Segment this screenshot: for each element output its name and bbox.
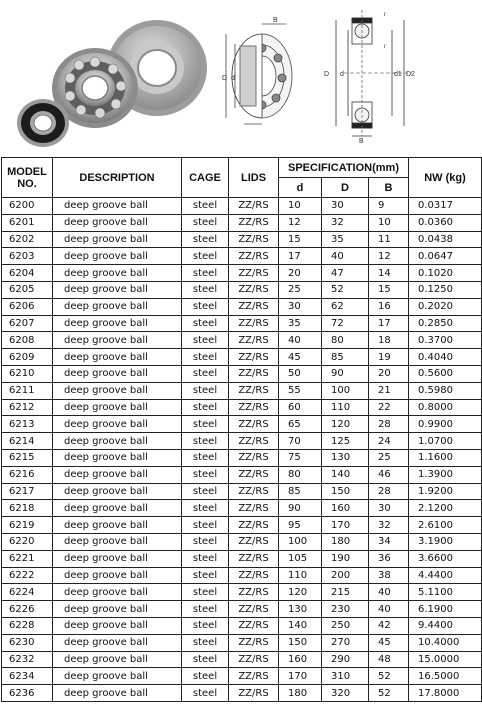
cell-model: 6228	[2, 617, 53, 634]
cell-width: 9	[369, 198, 409, 215]
drawing-label-D: D	[222, 75, 228, 82]
cell-lids: ZZ/RS	[229, 248, 279, 265]
cell-description: deep groove ball	[53, 517, 182, 534]
cell-net-weight: 16.5000	[409, 668, 482, 685]
cell-cage: steel	[182, 231, 229, 248]
cell-model: 6217	[2, 483, 53, 500]
cell-width: 28	[369, 416, 409, 433]
bearing-sealed-small	[17, 99, 69, 147]
cell-outer-diameter: 30	[322, 198, 369, 215]
cell-description: deep groove ball	[53, 617, 182, 634]
cell-description: deep groove ball	[53, 315, 182, 332]
bearing-photo-group	[17, 20, 207, 147]
table-row	[2, 449, 482, 466]
cell-width: 20	[369, 365, 409, 382]
cell-net-weight: 2.1200	[409, 500, 482, 517]
cell-lids: ZZ/RS	[229, 601, 279, 618]
cell-outer-diameter: 310	[322, 668, 369, 685]
cell-outer-diameter: 215	[322, 584, 369, 601]
cell-inner-diameter: 180	[279, 685, 322, 702]
cell-lids: ZZ/RS	[229, 500, 279, 517]
cell-cage: steel	[182, 198, 229, 215]
cell-inner-diameter: 105	[279, 550, 322, 567]
cell-lids: ZZ/RS	[229, 349, 279, 366]
cell-cage: steel	[182, 634, 229, 651]
cell-description: deep groove ball	[53, 433, 182, 450]
table-row	[2, 281, 482, 298]
cell-lids: ZZ/RS	[229, 416, 279, 433]
cell-net-weight: 1.0700	[409, 433, 482, 450]
cell-lids: ZZ/RS	[229, 433, 279, 450]
cell-lids: ZZ/RS	[229, 365, 279, 382]
cell-width: 18	[369, 332, 409, 349]
section-label-B: B	[359, 138, 364, 145]
cell-inner-diameter: 55	[279, 382, 322, 399]
cell-model: 6222	[2, 567, 53, 584]
cell-width: 22	[369, 399, 409, 416]
table-row	[2, 315, 482, 332]
cell-description: deep groove ball	[53, 567, 182, 584]
cell-description: deep groove ball	[53, 231, 182, 248]
cell-model: 6205	[2, 281, 53, 298]
table-row	[2, 483, 482, 500]
table-body	[2, 198, 482, 702]
cell-model: 6207	[2, 315, 53, 332]
header-model: MODEL NO.	[2, 158, 53, 198]
cell-width: 48	[369, 651, 409, 668]
cell-lids: ZZ/RS	[229, 399, 279, 416]
cell-description: deep groove ball	[53, 483, 182, 500]
cell-width: 40	[369, 584, 409, 601]
cell-description: deep groove ball	[53, 248, 182, 265]
cell-outer-diameter: 90	[322, 365, 369, 382]
table-row	[2, 416, 482, 433]
table-row	[2, 668, 482, 685]
cell-description: deep groove ball	[53, 685, 182, 702]
cell-outer-diameter: 110	[322, 399, 369, 416]
cell-net-weight: 0.2020	[409, 298, 482, 315]
cell-width: 19	[369, 349, 409, 366]
cell-model: 6204	[2, 265, 53, 282]
cell-cage: steel	[182, 483, 229, 500]
cell-cage: steel	[182, 265, 229, 282]
table-row	[2, 567, 482, 584]
cell-model: 6221	[2, 550, 53, 567]
cell-cage: steel	[182, 315, 229, 332]
cell-lids: ZZ/RS	[229, 214, 279, 231]
cell-outer-diameter: 170	[322, 517, 369, 534]
cell-width: 25	[369, 449, 409, 466]
cell-description: deep groove ball	[53, 500, 182, 517]
table-row	[2, 617, 482, 634]
cell-inner-diameter: 45	[279, 349, 322, 366]
cell-outer-diameter: 32	[322, 214, 369, 231]
cell-inner-diameter: 40	[279, 332, 322, 349]
cell-net-weight: 0.1250	[409, 281, 482, 298]
cell-description: deep groove ball	[53, 298, 182, 315]
cell-cage: steel	[182, 550, 229, 567]
cell-description: deep groove ball	[53, 399, 182, 416]
table-row	[2, 651, 482, 668]
cell-net-weight: 0.2850	[409, 315, 482, 332]
cell-model: 6214	[2, 433, 53, 450]
cell-lids: ZZ/RS	[229, 382, 279, 399]
cell-outer-diameter: 320	[322, 685, 369, 702]
header-description: DESCRIPTION	[53, 158, 182, 198]
drawing-label-B: B	[273, 17, 278, 24]
cell-outer-diameter: 140	[322, 466, 369, 483]
cell-cage: steel	[182, 281, 229, 298]
cell-width: 16	[369, 298, 409, 315]
cell-description: deep groove ball	[53, 550, 182, 567]
cell-cage: steel	[182, 466, 229, 483]
table-row	[2, 231, 482, 248]
cell-model: 6215	[2, 449, 53, 466]
cell-inner-diameter: 15	[279, 231, 322, 248]
cell-outer-diameter: 190	[322, 550, 369, 567]
cell-lids: ZZ/RS	[229, 584, 279, 601]
table-row	[2, 382, 482, 399]
bearing-illustrations	[0, 0, 482, 155]
bearing-cutaway-drawing	[226, 24, 292, 124]
cell-cage: steel	[182, 651, 229, 668]
header-nw: NW (kg)	[409, 158, 482, 198]
drawing-label-d: d	[231, 75, 235, 82]
cell-inner-diameter: 25	[279, 281, 322, 298]
table-row	[2, 584, 482, 601]
cell-inner-diameter: 85	[279, 483, 322, 500]
table-row	[2, 550, 482, 567]
cell-cage: steel	[182, 248, 229, 265]
table-row	[2, 517, 482, 534]
cell-lids: ZZ/RS	[229, 449, 279, 466]
cell-outer-diameter: 80	[322, 332, 369, 349]
cell-cage: steel	[182, 500, 229, 517]
cell-net-weight: 0.5980	[409, 382, 482, 399]
cell-inner-diameter: 80	[279, 466, 322, 483]
cell-net-weight: 0.1020	[409, 265, 482, 282]
cell-outer-diameter: 100	[322, 382, 369, 399]
cell-description: deep groove ball	[53, 416, 182, 433]
cell-lids: ZZ/RS	[229, 281, 279, 298]
cell-outer-diameter: 47	[322, 265, 369, 282]
cell-width: 45	[369, 634, 409, 651]
cell-inner-diameter: 20	[279, 265, 322, 282]
cell-inner-diameter: 120	[279, 584, 322, 601]
cell-inner-diameter: 95	[279, 517, 322, 534]
cell-inner-diameter: 130	[279, 601, 322, 618]
cell-model: 6210	[2, 365, 53, 382]
cell-outer-diameter: 150	[322, 483, 369, 500]
cell-width: 30	[369, 500, 409, 517]
cell-inner-diameter: 60	[279, 399, 322, 416]
cell-lids: ZZ/RS	[229, 550, 279, 567]
cell-width: 21	[369, 382, 409, 399]
cell-inner-diameter: 140	[279, 617, 322, 634]
cell-model: 6206	[2, 298, 53, 315]
cell-model: 6201	[2, 214, 53, 231]
table-header	[2, 158, 482, 198]
cell-description: deep groove ball	[53, 332, 182, 349]
cell-outer-diameter: 130	[322, 449, 369, 466]
header-lids: LIDS	[229, 158, 279, 198]
cell-model: 6216	[2, 466, 53, 483]
cell-outer-diameter: 85	[322, 349, 369, 366]
cell-lids: ZZ/RS	[229, 265, 279, 282]
cell-model: 6219	[2, 517, 53, 534]
cell-lids: ZZ/RS	[229, 298, 279, 315]
cell-description: deep groove ball	[53, 265, 182, 282]
section-label-d1: d1	[394, 71, 402, 78]
cell-inner-diameter: 100	[279, 533, 322, 550]
cell-inner-diameter: 12	[279, 214, 322, 231]
cell-model: 6212	[2, 399, 53, 416]
cell-cage: steel	[182, 449, 229, 466]
cell-width: 15	[369, 281, 409, 298]
cell-outer-diameter: 40	[322, 248, 369, 265]
cell-model: 6218	[2, 500, 53, 517]
cell-model: 6236	[2, 685, 53, 702]
cell-net-weight: 3.6600	[409, 550, 482, 567]
cell-inner-diameter: 75	[279, 449, 322, 466]
cell-net-weight: 2.6100	[409, 517, 482, 534]
table-row	[2, 214, 482, 231]
table-row	[2, 500, 482, 517]
cell-inner-diameter: 10	[279, 198, 322, 215]
cell-cage: steel	[182, 567, 229, 584]
cell-lids: ZZ/RS	[229, 617, 279, 634]
cell-outer-diameter: 250	[322, 617, 369, 634]
table-row	[2, 399, 482, 416]
table-row	[2, 685, 482, 702]
table-row	[2, 198, 482, 215]
table-row	[2, 365, 482, 382]
cell-cage: steel	[182, 617, 229, 634]
cell-width: 46	[369, 466, 409, 483]
cell-lids: ZZ/RS	[229, 483, 279, 500]
cell-description: deep groove ball	[53, 601, 182, 618]
cell-width: 11	[369, 231, 409, 248]
table-row	[2, 332, 482, 349]
cell-width: 14	[369, 265, 409, 282]
cell-inner-diameter: 170	[279, 668, 322, 685]
cell-width: 10	[369, 214, 409, 231]
table-row	[2, 349, 482, 366]
header-D: D	[322, 178, 369, 198]
cell-inner-diameter: 30	[279, 298, 322, 315]
cell-model: 6211	[2, 382, 53, 399]
bearing-spec-table	[1, 157, 482, 702]
cell-outer-diameter: 72	[322, 315, 369, 332]
cell-outer-diameter: 62	[322, 298, 369, 315]
section-label-d: d	[340, 71, 344, 78]
cell-model: 6226	[2, 601, 53, 618]
cell-outer-diameter: 180	[322, 533, 369, 550]
cell-net-weight: 6.1900	[409, 601, 482, 618]
cell-cage: steel	[182, 517, 229, 534]
cell-description: deep groove ball	[53, 449, 182, 466]
cell-cage: steel	[182, 685, 229, 702]
cell-cage: steel	[182, 382, 229, 399]
cell-cage: steel	[182, 433, 229, 450]
cell-width: 28	[369, 483, 409, 500]
cell-cage: steel	[182, 332, 229, 349]
cell-cage: steel	[182, 533, 229, 550]
cell-model: 6203	[2, 248, 53, 265]
cell-description: deep groove ball	[53, 668, 182, 685]
cell-inner-diameter: 65	[279, 416, 322, 433]
cell-net-weight: 0.0317	[409, 198, 482, 215]
cell-inner-diameter: 110	[279, 567, 322, 584]
cell-outer-diameter: 125	[322, 433, 369, 450]
cell-net-weight: 0.9900	[409, 416, 482, 433]
header-specification: SPECIFICATION(mm)	[279, 158, 409, 178]
cell-description: deep groove ball	[53, 198, 182, 215]
cell-net-weight: 0.0360	[409, 214, 482, 231]
cell-width: 17	[369, 315, 409, 332]
cell-model: 6224	[2, 584, 53, 601]
cell-outer-diameter: 200	[322, 567, 369, 584]
cell-net-weight: 9.4400	[409, 617, 482, 634]
table-row	[2, 248, 482, 265]
cell-net-weight: 1.1600	[409, 449, 482, 466]
cell-net-weight: 0.3700	[409, 332, 482, 349]
table-row	[2, 634, 482, 651]
cell-net-weight: 15.0000	[409, 651, 482, 668]
cell-inner-diameter: 70	[279, 433, 322, 450]
cell-outer-diameter: 230	[322, 601, 369, 618]
cell-model: 6232	[2, 651, 53, 668]
cell-width: 52	[369, 668, 409, 685]
cell-inner-diameter: 160	[279, 651, 322, 668]
table-row	[2, 298, 482, 315]
cell-outer-diameter: 35	[322, 231, 369, 248]
table-row	[2, 466, 482, 483]
cell-lids: ZZ/RS	[229, 533, 279, 550]
cell-description: deep groove ball	[53, 365, 182, 382]
cell-description: deep groove ball	[53, 349, 182, 366]
cell-outer-diameter: 52	[322, 281, 369, 298]
cell-net-weight: 1.3900	[409, 466, 482, 483]
cell-description: deep groove ball	[53, 214, 182, 231]
cell-lids: ZZ/RS	[229, 651, 279, 668]
cell-net-weight: 4.4400	[409, 567, 482, 584]
cell-outer-diameter: 290	[322, 651, 369, 668]
cell-width: 34	[369, 533, 409, 550]
cell-width: 12	[369, 248, 409, 265]
cell-lids: ZZ/RS	[229, 567, 279, 584]
cell-lids: ZZ/RS	[229, 231, 279, 248]
cell-net-weight: 0.0438	[409, 231, 482, 248]
cell-cage: steel	[182, 298, 229, 315]
cell-lids: ZZ/RS	[229, 466, 279, 483]
cell-net-weight: 0.8000	[409, 399, 482, 416]
table-row	[2, 265, 482, 282]
cell-description: deep groove ball	[53, 584, 182, 601]
cell-net-weight: 17.8000	[409, 685, 482, 702]
cell-net-weight: 0.4040	[409, 349, 482, 366]
cell-outer-diameter: 160	[322, 500, 369, 517]
cell-net-weight: 0.0647	[409, 248, 482, 265]
cell-lids: ZZ/RS	[229, 634, 279, 651]
section-label-r-top: r	[384, 12, 386, 18]
table-row	[2, 433, 482, 450]
cell-model: 6202	[2, 231, 53, 248]
cell-net-weight: 1.9200	[409, 483, 482, 500]
header-d: d	[279, 178, 322, 198]
cell-description: deep groove ball	[53, 281, 182, 298]
cell-description: deep groove ball	[53, 533, 182, 550]
cell-width: 40	[369, 601, 409, 618]
cell-cage: steel	[182, 601, 229, 618]
cell-model: 6220	[2, 533, 53, 550]
cell-inner-diameter: 150	[279, 634, 322, 651]
section-label-D2: D2	[406, 71, 415, 78]
cell-width: 32	[369, 517, 409, 534]
cell-cage: steel	[182, 214, 229, 231]
header-cage: CAGE	[182, 158, 229, 198]
cell-cage: steel	[182, 399, 229, 416]
cell-lids: ZZ/RS	[229, 668, 279, 685]
cell-inner-diameter: 17	[279, 248, 322, 265]
cell-lids: ZZ/RS	[229, 315, 279, 332]
cell-inner-diameter: 35	[279, 315, 322, 332]
cell-net-weight: 10.4000	[409, 634, 482, 651]
cell-outer-diameter: 270	[322, 634, 369, 651]
cell-lids: ZZ/RS	[229, 685, 279, 702]
cell-width: 42	[369, 617, 409, 634]
cell-net-weight: 5.1100	[409, 584, 482, 601]
cell-model: 6208	[2, 332, 53, 349]
cell-description: deep groove ball	[53, 466, 182, 483]
cell-cage: steel	[182, 584, 229, 601]
cell-model: 6230	[2, 634, 53, 651]
cell-model: 6200	[2, 198, 53, 215]
cell-model: 6234	[2, 668, 53, 685]
cell-cage: steel	[182, 349, 229, 366]
cell-cage: steel	[182, 416, 229, 433]
cell-inner-diameter: 50	[279, 365, 322, 382]
cell-description: deep groove ball	[53, 634, 182, 651]
cell-lids: ZZ/RS	[229, 517, 279, 534]
cell-description: deep groove ball	[53, 651, 182, 668]
table-row	[2, 533, 482, 550]
cell-inner-diameter: 90	[279, 500, 322, 517]
cell-width: 38	[369, 567, 409, 584]
cell-cage: steel	[182, 365, 229, 382]
cell-lids: ZZ/RS	[229, 332, 279, 349]
cell-width: 52	[369, 685, 409, 702]
section-label-D: D	[324, 71, 330, 78]
cell-net-weight: 0.5600	[409, 365, 482, 382]
cell-net-weight: 3.1900	[409, 533, 482, 550]
cell-outer-diameter: 120	[322, 416, 369, 433]
cell-model: 6209	[2, 349, 53, 366]
cell-width: 24	[369, 433, 409, 450]
cell-cage: steel	[182, 668, 229, 685]
cell-lids: ZZ/RS	[229, 198, 279, 215]
cell-width: 36	[369, 550, 409, 567]
cell-model: 6213	[2, 416, 53, 433]
table-row	[2, 601, 482, 618]
cell-description: deep groove ball	[53, 382, 182, 399]
section-label-r-mid: r	[384, 44, 386, 50]
header-B: B	[369, 178, 409, 198]
